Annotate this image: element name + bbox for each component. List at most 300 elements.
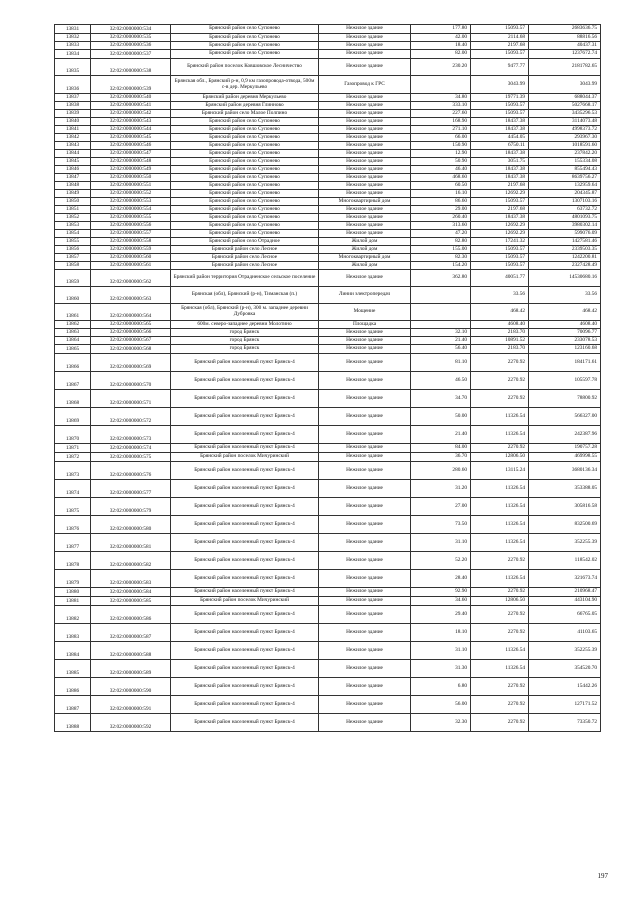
address-cell: Брянский район село Малое Полпино <box>171 110 319 118</box>
unit-value-cell: 2270.92 <box>471 588 529 597</box>
table-row <box>55 453 601 462</box>
unit-value-cell: 11326.54 <box>471 408 529 426</box>
row-number-cell: 13836 <box>55 76 91 94</box>
unit-value-cell: 17241.32 <box>471 238 529 246</box>
address-cell: Брянский район село Супонево <box>171 142 319 150</box>
cadastral-value-cell: 155334.08 <box>529 158 601 166</box>
address-cell: Брянский район населенный пункт Брянск-4 <box>171 624 319 642</box>
cadastral-value-cell: 8639756.27 <box>529 174 601 182</box>
row-number-cell: 13888 <box>55 714 91 732</box>
table-row <box>55 182 601 190</box>
unit-value-cell: 11326.54 <box>471 642 529 660</box>
row-number-cell: 13882 <box>55 606 91 624</box>
unit-value-cell: 2270.92 <box>471 606 529 624</box>
cadastral-number-cell: 32:02:0000000:572 <box>91 408 171 426</box>
table-row <box>55 714 601 732</box>
object-type-cell: Нежилое здание <box>319 462 411 480</box>
address-cell: Брянский район село Супонево <box>171 206 319 214</box>
cadastral-value-cell: 41103.65 <box>529 624 601 642</box>
cadastral-number-cell: 32:02:0000000:536 <box>91 42 171 50</box>
table-row <box>55 166 601 174</box>
table-row <box>55 134 601 142</box>
object-type-cell: Нежилое здание <box>319 182 411 190</box>
row-number-cell: 13844 <box>55 150 91 158</box>
table-row <box>55 150 601 158</box>
area-cell: 12.90 <box>411 150 471 158</box>
cadastral-number-cell: 32:02:0000000:548 <box>91 158 171 166</box>
unit-value-cell: 11326.54 <box>471 480 529 498</box>
cadastral-value-cell: 242387.96 <box>529 426 601 444</box>
row-number-cell: 13851 <box>55 206 91 214</box>
object-type-cell: Нежилое здание <box>319 570 411 588</box>
cadastral-number-cell: 32:02:0000000:577 <box>91 480 171 498</box>
table-row <box>55 230 601 238</box>
object-type-cell: Нежилое здание <box>319 337 411 345</box>
table-row <box>55 696 601 714</box>
area-cell: 82.00 <box>411 50 471 59</box>
table-row <box>55 588 601 597</box>
object-type-cell: Нежилое здание <box>319 102 411 110</box>
unit-value-cell: 15093.57 <box>471 254 529 262</box>
cadastral-number-cell: 32:02:0000000:551 <box>91 182 171 190</box>
table-row <box>55 462 601 480</box>
area-cell: 56.40 <box>411 345 471 354</box>
cadastral-number-cell: 32:02:0000000:575 <box>91 453 171 462</box>
cadastral-number-cell: 32:02:0000000:544 <box>91 126 171 134</box>
row-number-cell: 13849 <box>55 190 91 198</box>
cadastral-value-cell: 354520.70 <box>529 660 601 678</box>
area-cell: 56.00 <box>411 696 471 714</box>
address-cell: Брянский район село Супонево <box>171 134 319 142</box>
area-cell: 271.10 <box>411 126 471 134</box>
area-cell <box>411 304 471 321</box>
page-number: 197 <box>597 872 608 880</box>
cadastral-value-cell: 70096.77 <box>529 329 601 337</box>
object-type-cell: Нежилое здание <box>319 150 411 158</box>
table-row <box>55 552 601 570</box>
area-cell: 50.00 <box>411 408 471 426</box>
row-number-cell: 13880 <box>55 588 91 597</box>
object-type-cell: Нежилое здание <box>319 34 411 42</box>
address-cell: Брянский район населенный пункт Брянск-4 <box>171 408 319 426</box>
row-number-cell: 13869 <box>55 408 91 426</box>
object-type-cell: Нежилое здание <box>319 345 411 354</box>
unit-value-cell: 12692.29 <box>471 190 529 198</box>
object-type-cell: Нежилое здание <box>319 166 411 174</box>
address-cell: Брянский район село Лесное <box>171 254 319 262</box>
cadastral-value-cell: 14530680.16 <box>529 270 601 287</box>
row-number-cell: 13884 <box>55 642 91 660</box>
address-cell: Брянский район село Лесное <box>171 262 319 270</box>
object-type-cell: Многоквартирный дом <box>319 254 411 262</box>
table-row <box>55 42 601 50</box>
table-row <box>55 345 601 354</box>
cadastral-number-cell: 32:02:0000000:542 <box>91 110 171 118</box>
cadastral-value-cell: 123160.68 <box>529 345 601 354</box>
object-type-cell: Нежилое здание <box>319 190 411 198</box>
cadastral-number-cell: 32:02:0000000:562 <box>91 270 171 287</box>
address-cell: Брянская (обл), Брянский (р-н), 300 м. западнее деревни Дубровка <box>171 304 319 321</box>
cadastral-value-cell: 855494.43 <box>529 166 601 174</box>
row-number-cell: 13879 <box>55 570 91 588</box>
address-cell: Брянский район населенный пункт Брянск-4 <box>171 660 319 678</box>
area-cell: 82.30 <box>411 254 471 262</box>
object-type-cell: Нежилое здание <box>319 42 411 50</box>
cadastral-number-cell: 32:02:0000000:586 <box>91 606 171 624</box>
table-row <box>55 270 601 287</box>
address-cell: Брянский район населенный пункт Брянск-4 <box>171 678 319 696</box>
area-cell: 81.10 <box>411 354 471 372</box>
unit-value-cell: 11326.54 <box>471 516 529 534</box>
row-number-cell: 13877 <box>55 534 91 552</box>
row-number-cell: 13858 <box>55 262 91 270</box>
address-cell: город Брянск <box>171 337 319 345</box>
table-row <box>55 110 601 118</box>
object-type-cell: Нежилое здание <box>319 588 411 597</box>
cadastral-value-cell: 78800.92 <box>529 390 601 408</box>
cadastral-value-cell: 237842.20 <box>529 150 601 158</box>
area-cell: 313.60 <box>411 222 471 230</box>
table-row <box>55 118 601 126</box>
address-cell: Брянский район село Супонево <box>171 230 319 238</box>
row-number-cell: 13848 <box>55 182 91 190</box>
unit-value-cell: 2270.92 <box>471 354 529 372</box>
table-row <box>55 678 601 696</box>
unit-value-cell: 15093.57 <box>471 102 529 110</box>
table-row <box>55 142 601 150</box>
object-type-cell: Газопровод к ГРС <box>319 76 411 94</box>
unit-value-cell: 2270.92 <box>471 714 529 732</box>
cadastral-value-cell: 688044.37 <box>529 94 601 102</box>
cadastral-value-cell: 210968.47 <box>529 588 601 597</box>
cadastral-number-cell: 32:02:0000000:587 <box>91 624 171 642</box>
row-number-cell: 13840 <box>55 118 91 126</box>
address-cell: Брянский район населенный пункт Брянск-4 <box>171 426 319 444</box>
address-cell: Брянский район поселок Ковшовское Лесничество <box>171 59 319 76</box>
address-cell: Брянский район населенный пункт Брянск-4 <box>171 642 319 660</box>
cadastral-number-cell: 32:02:0000000:543 <box>91 118 171 126</box>
unit-value-cell: 3043.99 <box>471 76 529 94</box>
cadastral-value-cell: 3980302.14 <box>529 222 601 230</box>
address-cell: Брянский район населенный пункт Брянск-4 <box>171 354 319 372</box>
row-number-cell: 13873 <box>55 462 91 480</box>
area-cell: 73.50 <box>411 516 471 534</box>
address-cell: Брянский район село Супонево <box>171 42 319 50</box>
cadastral-number-cell: 32:02:0000000:554 <box>91 206 171 214</box>
cadastral-value-cell: 293967.30 <box>529 134 601 142</box>
area-cell: 32.10 <box>411 329 471 337</box>
table-row <box>55 480 601 498</box>
cadastral-value-cell: 88816.56 <box>529 34 601 42</box>
cadastral-number-cell: 32:02:0000000:592 <box>91 714 171 732</box>
cadastral-value-cell: 2683636.75 <box>529 25 601 34</box>
cadastral-value-cell: 469998.55 <box>529 453 601 462</box>
cadastral-number-cell: 32:02:0000000:564 <box>91 304 171 321</box>
unit-value-cell: 11326.54 <box>471 570 529 588</box>
table-row <box>55 254 601 262</box>
area-cell: 31.10 <box>411 642 471 660</box>
address-cell: Брянский район село Супонево <box>171 190 319 198</box>
row-number-cell: 13857 <box>55 254 91 262</box>
row-number-cell: 13846 <box>55 166 91 174</box>
table-row <box>55 25 601 34</box>
cadastral-number-cell: 32:02:0000000:540 <box>91 94 171 102</box>
cadastral-value-cell: 132959.64 <box>529 182 601 190</box>
unit-value-cell: 11326.54 <box>471 660 529 678</box>
cadastral-number-cell: 32:02:0000000:584 <box>91 588 171 597</box>
unit-value-cell: 2183.70 <box>471 345 529 354</box>
object-type-cell: Жилой дом <box>319 262 411 270</box>
area-cell: 66.00 <box>411 134 471 142</box>
table-row <box>55 642 601 660</box>
area-cell: 21.40 <box>411 426 471 444</box>
cadastral-number-cell: 32:02:0000000:556 <box>91 222 171 230</box>
table-row <box>55 624 601 642</box>
table-row <box>55 34 601 42</box>
cadastral-number-cell: 32:02:0000000:579 <box>91 498 171 516</box>
table-row <box>55 534 601 552</box>
unit-value-cell: 12692.29 <box>471 222 529 230</box>
cadastral-value-cell: 352255.39 <box>529 642 601 660</box>
row-number-cell: 13872 <box>55 453 91 462</box>
table-row <box>55 498 601 516</box>
cadastral-value-cell: 233078.53 <box>529 337 601 345</box>
row-number-cell: 13868 <box>55 390 91 408</box>
address-cell: Брянский район село Лесное <box>171 246 319 254</box>
address-cell: город Брянск <box>171 345 319 354</box>
unit-value-cell: 12806.50 <box>471 453 529 462</box>
unit-value-cell: 2197.68 <box>471 206 529 214</box>
cadastral-number-cell: 32:02:0000000:567 <box>91 337 171 345</box>
unit-value-cell: 2197.68 <box>471 182 529 190</box>
area-cell: 46.50 <box>411 372 471 390</box>
unit-value-cell: 33.56 <box>471 287 529 304</box>
row-number-cell: 13845 <box>55 158 91 166</box>
row-number-cell: 13852 <box>55 214 91 222</box>
row-number-cell: 13853 <box>55 222 91 230</box>
object-type-cell: Нежилое здание <box>319 110 411 118</box>
unit-value-cell: 11326.54 <box>471 498 529 516</box>
cadastral-value-cell: 66765.05 <box>529 606 601 624</box>
cadastral-number-cell: 32:02:0000000:570 <box>91 372 171 390</box>
row-number-cell: 13854 <box>55 230 91 238</box>
row-number-cell: 13878 <box>55 552 91 570</box>
cadastral-number-cell: 32:02:0000000:535 <box>91 34 171 42</box>
unit-value-cell: 4454.05 <box>471 134 529 142</box>
row-number-cell: 13865 <box>55 345 91 354</box>
row-number-cell: 13881 <box>55 597 91 606</box>
row-number-cell: 13834 <box>55 50 91 59</box>
table-row <box>55 606 601 624</box>
address-cell: Брянский район поселок Мичуринский <box>171 453 319 462</box>
object-type-cell: Нежилое здание <box>319 230 411 238</box>
area-cell: 230.20 <box>411 59 471 76</box>
address-cell: Брянский район село Супонево <box>171 214 319 222</box>
table-row <box>55 354 601 372</box>
cadastral-number-cell: 32:02:0000000:589 <box>91 660 171 678</box>
unit-value-cell: 2183.70 <box>471 329 529 337</box>
cadastral-value-cell: 2327428.49 <box>529 262 601 270</box>
object-type-cell: Нежилое здание <box>319 408 411 426</box>
cadastral-number-cell: 32:02:0000000:550 <box>91 174 171 182</box>
address-cell: Брянский район населенный пункт Брянск-4 <box>171 606 319 624</box>
object-type-cell: Нежилое здание <box>319 390 411 408</box>
unit-value-cell: 6750.11 <box>471 142 529 150</box>
table-row <box>55 426 601 444</box>
row-number-cell: 13831 <box>55 25 91 34</box>
unit-value-cell: 15093.57 <box>471 246 529 254</box>
table-row <box>55 102 601 110</box>
unit-value-cell: 468.42 <box>471 304 529 321</box>
row-number-cell: 13833 <box>55 42 91 50</box>
cadastral-value-cell: 15442.26 <box>529 678 601 696</box>
unit-value-cell: 2270.92 <box>471 696 529 714</box>
unit-value-cell: 2270.92 <box>471 678 529 696</box>
cadastral-number-cell: 32:02:0000000:539 <box>91 76 171 94</box>
object-type-cell: Нежилое здание <box>319 606 411 624</box>
address-cell: Брянский район населенный пункт Брянск-4 <box>171 444 319 453</box>
address-cell: Брянский район населенный пункт Брянск-4 <box>171 570 319 588</box>
cadastral-value-cell: 118542.02 <box>529 552 601 570</box>
unit-value-cell: 18437.38 <box>471 166 529 174</box>
address-cell: Брянский район село Супонево <box>171 34 319 42</box>
object-type-cell: Нежилое здание <box>319 174 411 182</box>
cadastral-number-cell: 32:02:0000000:573 <box>91 426 171 444</box>
area-cell: 27.00 <box>411 498 471 516</box>
unit-value-cell: 2197.68 <box>471 42 529 50</box>
unit-value-cell: 11326.54 <box>471 426 529 444</box>
row-number-cell: 13864 <box>55 337 91 345</box>
address-cell: город Брянск <box>171 329 319 337</box>
unit-value-cell: 11326.54 <box>471 534 529 552</box>
address-cell: Брянский район населенный пункт Брянск-4 <box>171 588 319 597</box>
cadastral-value-cell: 468.42 <box>529 304 601 321</box>
address-cell: Брянский район населенный пункт Брянск-4 <box>171 696 319 714</box>
table-row <box>55 262 601 270</box>
cadastral-number-cell: 32:02:0000000:557 <box>91 230 171 238</box>
cadastral-value-cell: 2339503.35 <box>529 246 601 254</box>
row-number-cell: 13843 <box>55 142 91 150</box>
cadastral-number-cell: 32:02:0000000:546 <box>91 142 171 150</box>
area-cell: 52.20 <box>411 552 471 570</box>
object-type-cell: Нежилое здание <box>319 354 411 372</box>
cadastral-value-cell: 566327.00 <box>529 408 601 426</box>
table-row <box>55 287 601 304</box>
cadastral-value-cell: 321673.74 <box>529 570 601 588</box>
cadastral-value-cell: 4608.40 <box>529 321 601 329</box>
area-cell: 60.50 <box>411 182 471 190</box>
area-cell: 31.20 <box>411 480 471 498</box>
address-cell: Брянский район населенный пункт Брянск-4 <box>171 516 319 534</box>
cadastral-value-cell: 127171.52 <box>529 696 601 714</box>
cadastral-number-cell: 32:02:0000000:568 <box>91 345 171 354</box>
object-type-cell: Нежилое здание <box>319 597 411 606</box>
area-cell: 34.60 <box>411 597 471 606</box>
cadastral-number-cell: 32:02:0000000:559 <box>91 246 171 254</box>
cadastral-number-cell: 32:02:0000000:583 <box>91 570 171 588</box>
object-type-cell: Нежилое здание <box>319 498 411 516</box>
table-row <box>55 408 601 426</box>
unit-value-cell: 12692.29 <box>471 230 529 238</box>
cadastral-number-cell: 32:02:0000000:534 <box>91 25 171 34</box>
cadastral-value-cell: 353388.05 <box>529 480 601 498</box>
table-row <box>55 214 601 222</box>
cadastral-number-cell: 32:02:0000000:545 <box>91 134 171 142</box>
cadastral-number-cell: 32:02:0000000:581 <box>91 534 171 552</box>
cadastral-number-cell: 32:02:0000000:569 <box>91 354 171 372</box>
cadastral-value-cell: 63732.72 <box>529 206 601 214</box>
object-type-cell: Нежилое здание <box>319 94 411 102</box>
address-cell: Брянский район село Супонево <box>171 118 319 126</box>
row-number-cell: 13867 <box>55 372 91 390</box>
cadastral-number-cell: 32:02:0000000:591 <box>91 696 171 714</box>
object-type-cell: Нежилое здание <box>319 642 411 660</box>
table-row <box>55 372 601 390</box>
unit-value-cell: 12806.50 <box>471 597 529 606</box>
cadastral-value-cell: 4801093.75 <box>529 214 601 222</box>
address-cell: Брянский район село Супонево <box>171 222 319 230</box>
object-type-cell: Нежилое здание <box>319 534 411 552</box>
cadastral-number-cell: 32:02:0000000:563 <box>91 287 171 304</box>
table-row <box>55 59 601 76</box>
unit-value-cell: 2114.68 <box>471 34 529 42</box>
address-cell: Брянская (обл), Брянский (р-н), Тиманская (п.) <box>171 287 319 304</box>
unit-value-cell: 15093.57 <box>471 198 529 206</box>
area-cell: 16.10 <box>411 190 471 198</box>
table-row <box>55 126 601 134</box>
cadastral-value-cell: 190757.28 <box>529 444 601 453</box>
area-cell: 84.00 <box>411 444 471 453</box>
property-table <box>54 24 601 732</box>
row-number-cell: 13832 <box>55 34 91 42</box>
cadastral-number-cell: 32:02:0000000:588 <box>91 642 171 660</box>
object-type-cell: Жилой дом <box>319 238 411 246</box>
object-type-cell: Нежилое здание <box>319 480 411 498</box>
area-cell: 92.90 <box>411 588 471 597</box>
address-cell: Брянский район населенный пункт Брянск-4 <box>171 534 319 552</box>
object-type-cell: Нежилое здание <box>319 270 411 287</box>
table-row <box>55 321 601 329</box>
area-cell: 18.10 <box>411 624 471 642</box>
cadastral-value-cell: 1237672.74 <box>529 50 601 59</box>
table-row <box>55 198 601 206</box>
area-cell: 32.30 <box>411 714 471 732</box>
row-number-cell: 13855 <box>55 238 91 246</box>
cadastral-value-cell: 599076.09 <box>529 230 601 238</box>
area-cell: 362.80 <box>411 270 471 287</box>
object-type-cell: Жилой дом <box>319 246 411 254</box>
area-cell: 34.70 <box>411 390 471 408</box>
row-number-cell: 13835 <box>55 59 91 76</box>
table-row <box>55 76 601 94</box>
row-number-cell: 13866 <box>55 354 91 372</box>
cadastral-value-cell: 352255.39 <box>529 534 601 552</box>
object-type-cell: Нежилое здание <box>319 142 411 150</box>
table-row <box>55 570 601 588</box>
area-cell: 42.00 <box>411 34 471 42</box>
cadastral-number-cell: 32:02:0000000:555 <box>91 214 171 222</box>
row-number-cell: 13875 <box>55 498 91 516</box>
cadastral-number-cell: 32:02:0000000:547 <box>91 150 171 158</box>
object-type-cell: Нежилое здание <box>319 714 411 732</box>
address-cell: Брянский район деревня Меркульево <box>171 94 319 102</box>
object-type-cell: Нежилое здание <box>319 118 411 126</box>
address-cell: Брянский район село Супонево <box>171 25 319 34</box>
object-type-cell: Нежилое здание <box>319 372 411 390</box>
area-cell: 29.00 <box>411 206 471 214</box>
row-number-cell: 13871 <box>55 444 91 453</box>
cadastral-number-cell: 32:02:0000000:552 <box>91 190 171 198</box>
